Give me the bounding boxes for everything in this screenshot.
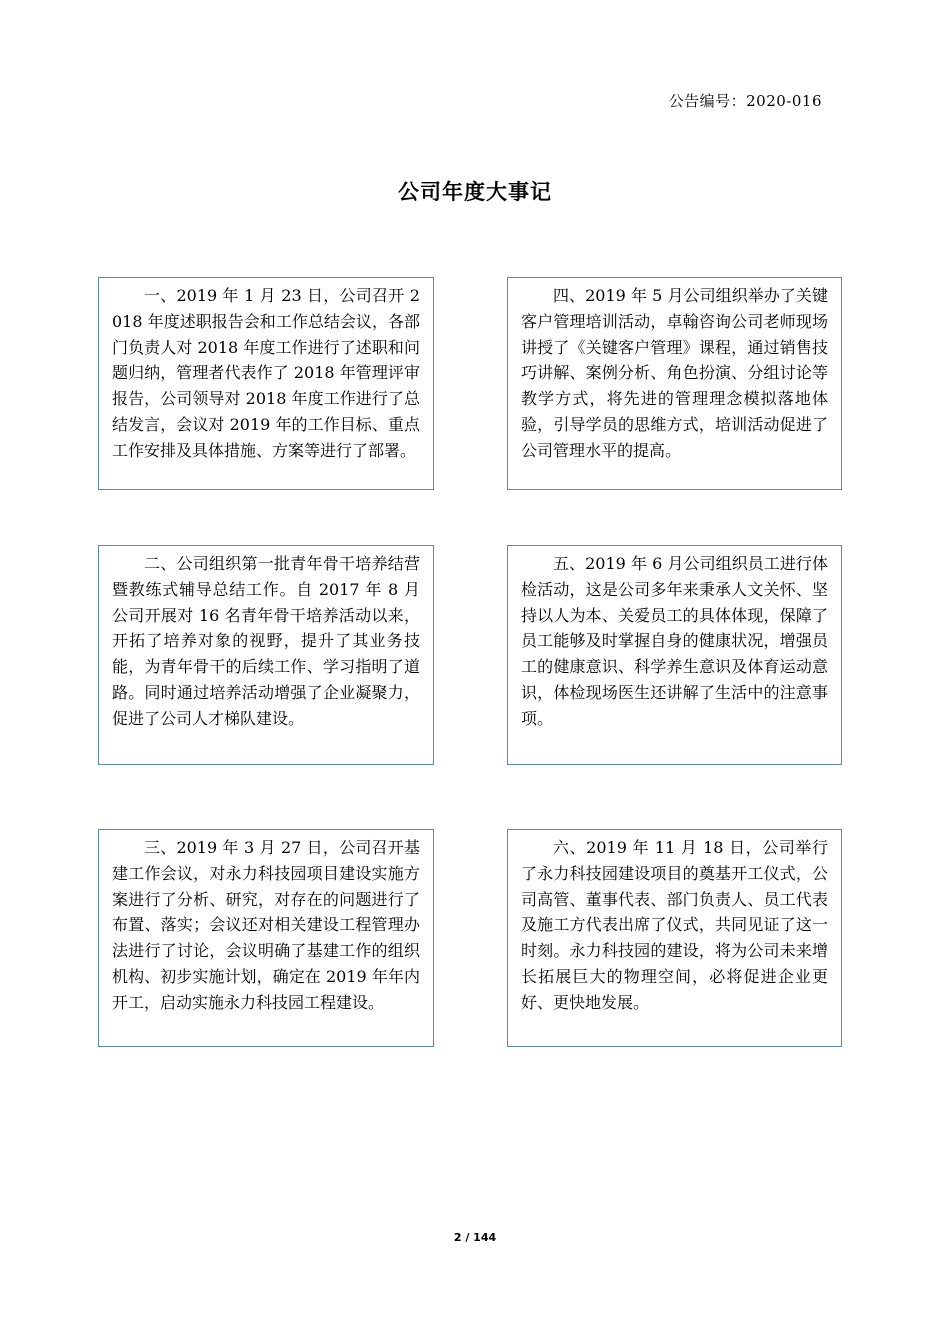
page-title: 公司年度大事记	[398, 180, 552, 204]
event-box-4: 四、2019 年 5 月公司组织举办了关键客户管理培训活动，卓翰咨询公司老师现场讲授了《关键客户管理》课程，通过销售技巧讲解、案例分析、角色扮演、分组讨论等教学方式，将先进的管理理念模拟落地体验，引导学员的思维方式，培训活动促进了公司管理水平的提高。	[507, 277, 842, 490]
event-box-3: 三、2019 年 3 月 27 日，公司召开基建工作会议，对永力科技园项目建设实施方案进行了分析、研究，对存在的问题进行了布置、落实；会议还对相关建设工程管理办法进行了讨论，会议明确了基建工作的组织机构、初步实施计划，确定在 2019 年年内开工，启动实施永力科技园工程建设。	[98, 829, 434, 1047]
notice-number: 公告编号：2020-016	[668, 92, 822, 110]
event-box-2: 二、公司组织第一批青年骨干培养结营暨教练式辅导总结工作。自 2017 年 8 月公司开展对 16 名青年骨干培养活动以来，开拓了培养对象的视野，提升了其业务技能，为青年骨干的后续工作、学习指明了道路。同时通过培养活动增强了企业凝聚力，促进了公司人才梯队建设。	[98, 545, 434, 765]
event-box-5: 五、2019 年 6 月公司组织员工进行体检活动，这是公司多年来秉承人文关怀、坚持以人为本、关爱员工的具体体现，保障了员工能够及时掌握自身的健康状况，增强员工的健康意识、科学养生意识及体育运动意识，体检现场医生还讲解了生活中的注意事项。	[507, 545, 842, 765]
event-box-6: 六、2019 年 11 月 18 日，公司举行了永力科技园建设项目的奠基开工仪式，公司高管、董事代表、部门负责人、员工代表及施工方代表出席了仪式，共同见证了这一时刻。永力科技园的建设，将为公司未来增长拓展巨大的物理空间，必将促进企业更好、更快地发展。	[507, 829, 842, 1047]
event-box-1: 一、2019 年 1 月 23 日，公司召开 2018 年度述职报告会和工作总结会议，各部门负责人对 2018 年度工作进行了述职和问题归纳，管理者代表作了 2018 年管理评审报告，公司领导对 2018 年度工作进行了总结发言，会议对 2019 年的工作目标、重点工作安排及具体措施、方案等进行了部署。	[98, 277, 434, 490]
page-number: 2 / 144	[453, 1231, 497, 1244]
